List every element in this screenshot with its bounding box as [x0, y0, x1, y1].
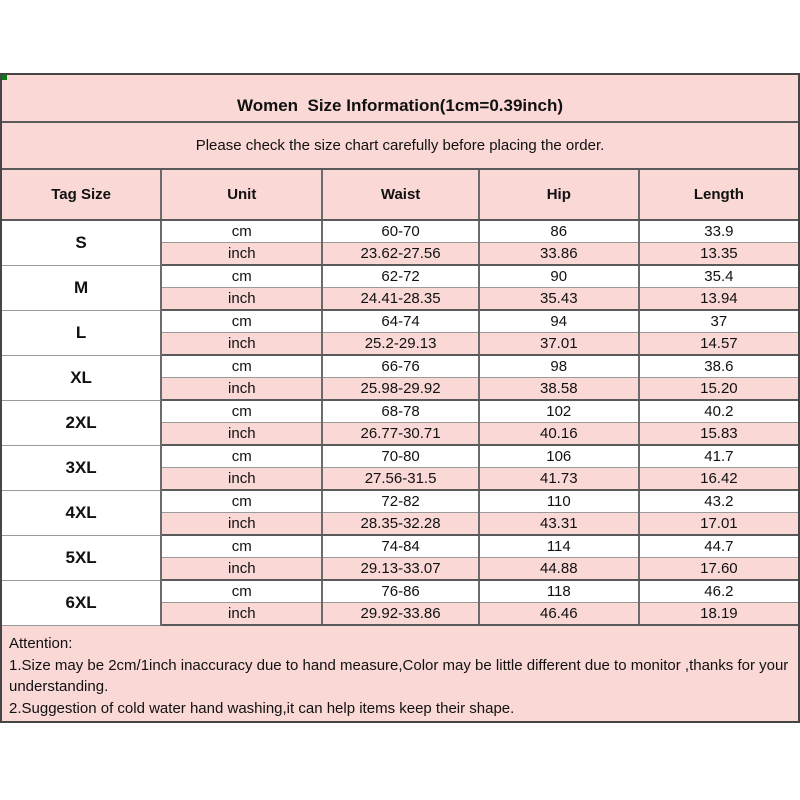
tag-size-cell: 6XL [2, 580, 161, 625]
value-cell: 35.4 [639, 265, 798, 288]
value-cell: 60-70 [322, 220, 478, 243]
size-row-cm [2, 580, 798, 603]
value-cell: 94 [479, 310, 639, 333]
value-cell: 25.2-29.13 [322, 333, 478, 356]
value-cell: 66-76 [322, 355, 478, 378]
value-cell: 16.42 [639, 468, 798, 491]
unit-cell-cm: cm [161, 400, 322, 423]
size-row-cm [2, 445, 798, 468]
tag-size-cell: M [2, 265, 161, 310]
unit-cell-cm: cm [161, 310, 322, 333]
value-cell: 24.41-28.35 [322, 288, 478, 311]
value-cell: 44.88 [479, 558, 639, 581]
chart-title: Women Size Information(1cm=0.39inch) [2, 75, 798, 123]
unit-cell-inch: inch [161, 603, 322, 626]
attention-heading: Attention: [9, 635, 73, 652]
value-cell: 41.7 [639, 445, 798, 468]
size-row-cm [2, 355, 798, 378]
size-row-cm [2, 490, 798, 513]
value-cell: 68-78 [322, 400, 478, 423]
size-row-cm [2, 265, 798, 288]
value-cell: 41.73 [479, 468, 639, 491]
value-cell: 38.6 [639, 355, 798, 378]
value-cell: 40.16 [479, 423, 639, 446]
value-cell: 74-84 [322, 535, 478, 558]
value-cell: 37 [639, 310, 798, 333]
unit-cell-cm: cm [161, 265, 322, 288]
value-cell: 43.2 [639, 490, 798, 513]
value-cell: 23.62-27.56 [322, 243, 478, 266]
value-cell: 17.01 [639, 513, 798, 536]
value-cell: 15.83 [639, 423, 798, 446]
tag-size-cell: XL [2, 355, 161, 400]
value-cell: 28.35-32.28 [322, 513, 478, 536]
value-cell: 72-82 [322, 490, 478, 513]
value-cell: 118 [479, 580, 639, 603]
unit-cell-cm: cm [161, 220, 322, 243]
unit-cell-cm: cm [161, 445, 322, 468]
value-cell: 86 [479, 220, 639, 243]
size-table-header-row [2, 170, 798, 220]
value-cell: 43.31 [479, 513, 639, 536]
unit-cell-inch: inch [161, 423, 322, 446]
value-cell: 98 [479, 355, 639, 378]
attention-item: 2.Suggestion of cold water hand washing,it can help items keep their shape. [9, 699, 515, 717]
column-header-length: Length [639, 170, 798, 220]
value-cell: 17.60 [639, 558, 798, 581]
size-row-cm [2, 220, 798, 243]
value-cell: 26.77-30.71 [322, 423, 478, 446]
tag-size-cell: 3XL [2, 445, 161, 490]
value-cell: 114 [479, 535, 639, 558]
value-cell: 44.7 [639, 535, 798, 558]
value-cell: 70-80 [322, 445, 478, 468]
unit-cell-cm: cm [161, 355, 322, 378]
value-cell: 40.2 [639, 400, 798, 423]
attention-section [2, 626, 798, 721]
value-cell: 18.19 [639, 603, 798, 626]
size-table [2, 170, 798, 626]
unit-cell-cm: cm [161, 580, 322, 603]
unit-cell-inch: inch [161, 378, 322, 401]
value-cell: 102 [479, 400, 639, 423]
chart-subtitle: Please check the size chart carefully before placing the order. [2, 123, 798, 170]
value-cell: 37.01 [479, 333, 639, 356]
unit-cell-cm: cm [161, 535, 322, 558]
tag-size-cell: 2XL [2, 400, 161, 445]
unit-cell-inch: inch [161, 558, 322, 581]
column-header-hip: Hip [479, 170, 639, 220]
value-cell: 110 [479, 490, 639, 513]
value-cell: 76-86 [322, 580, 478, 603]
value-cell: 27.56-31.5 [322, 468, 478, 491]
value-cell: 13.94 [639, 288, 798, 311]
value-cell: 13.35 [639, 243, 798, 266]
value-cell: 46.2 [639, 580, 798, 603]
size-row-cm [2, 400, 798, 423]
unit-cell-cm: cm [161, 490, 322, 513]
value-cell: 29.13-33.07 [322, 558, 478, 581]
tag-size-cell: L [2, 310, 161, 355]
tag-size-cell: 5XL [2, 535, 161, 580]
corner-artifact [2, 75, 7, 80]
value-cell: 64-74 [322, 310, 478, 333]
value-cell: 106 [479, 445, 639, 468]
unit-cell-inch: inch [161, 243, 322, 266]
column-header-waist: Waist [322, 170, 478, 220]
value-cell: 35.43 [479, 288, 639, 311]
value-cell: 90 [479, 265, 639, 288]
value-cell: 33.9 [639, 220, 798, 243]
size-chart-panel [0, 73, 800, 723]
value-cell: 25.98-29.92 [322, 378, 478, 401]
value-cell: 14.57 [639, 333, 798, 356]
value-cell: 46.46 [479, 603, 639, 626]
value-cell: 62-72 [322, 265, 478, 288]
tag-size-cell: S [2, 220, 161, 265]
unit-cell-inch: inch [161, 288, 322, 311]
value-cell: 15.20 [639, 378, 798, 401]
tag-size-cell: 4XL [2, 490, 161, 535]
unit-cell-inch: inch [161, 513, 322, 536]
value-cell: 38.58 [479, 378, 639, 401]
column-header-tag-size: Tag Size [2, 170, 161, 220]
value-cell: 29.92-33.86 [322, 603, 478, 626]
size-row-cm [2, 535, 798, 558]
value-cell: 33.86 [479, 243, 639, 266]
unit-cell-inch: inch [161, 468, 322, 491]
size-row-cm [2, 310, 798, 333]
attention-item: 1.Size may be 2cm/1inch inaccuracy due to hand measure,Color may be little different due to monitor ,thanks for your understanding. [9, 656, 789, 695]
unit-cell-inch: inch [161, 333, 322, 356]
column-header-unit: Unit [161, 170, 322, 220]
